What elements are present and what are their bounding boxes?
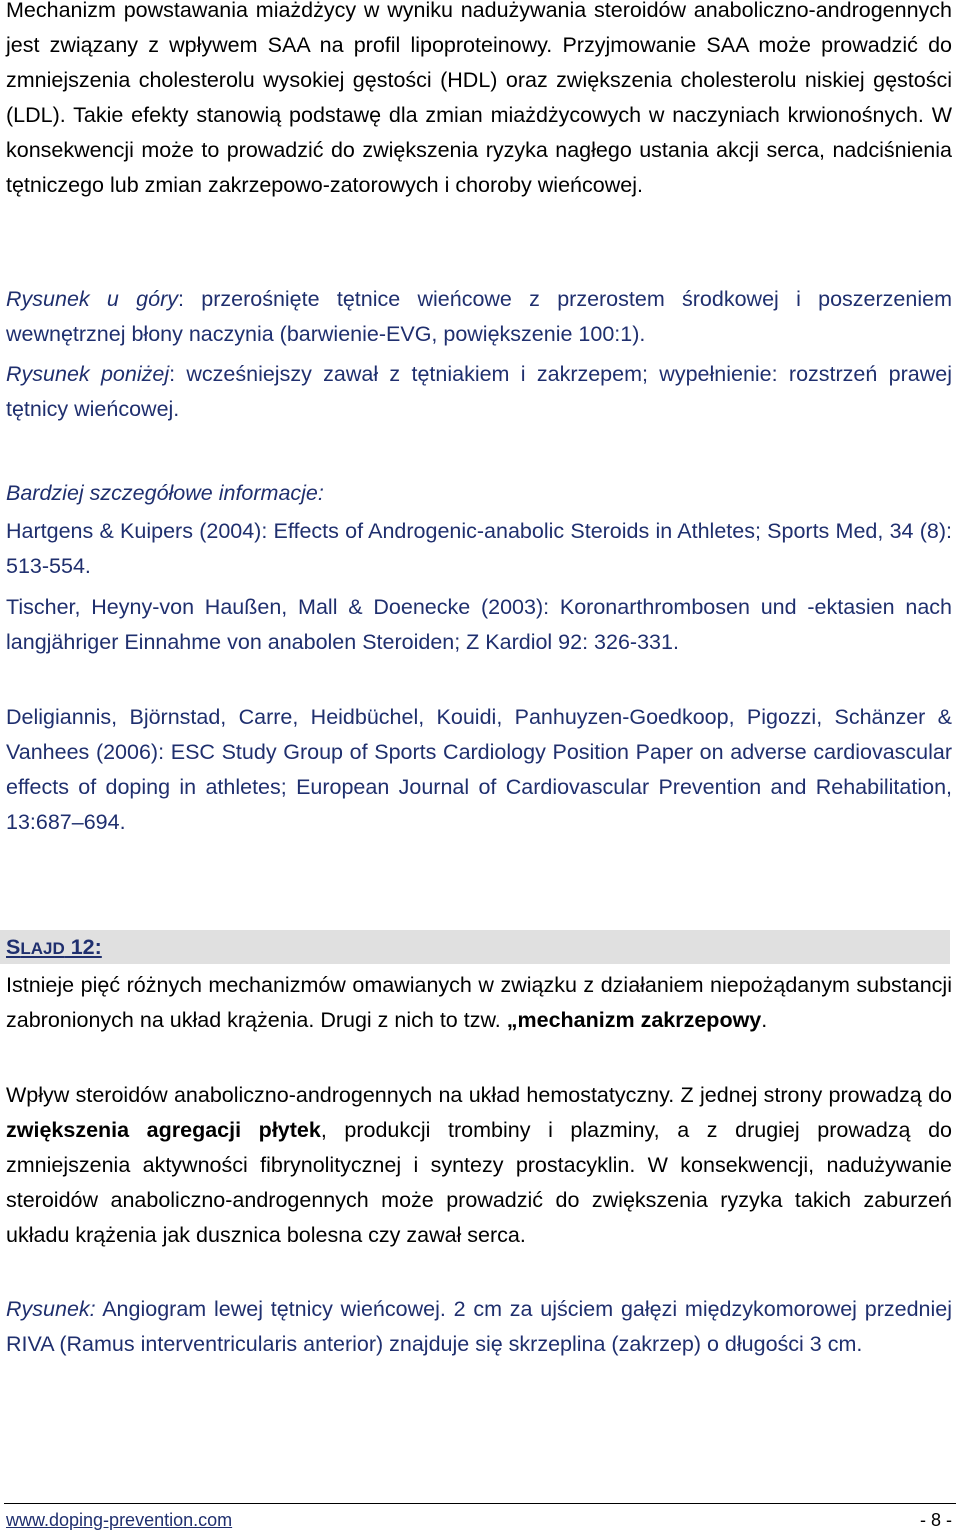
slide-p1-text: Istnieje pięć różnych mechanizmów omawianych w związku z działaniem niepożądanym substancji zabronionych na układ krążenia. Drugi z nich to tzw. (6, 973, 952, 1032)
intro-paragraph: Mechanizm powstawania miażdżycy w wyniku nadużywania steroidów anaboliczno-androgennych jest związany z wpływem SAA na profil lipoproteinowy. Przyjmowanie SAA może prowadzić do zmniejszenia cholesterolu wysokiej gęstości (HDL) oraz zwiększenia cholesterolu niskiej gęstości (LDL). Takie efekty stanowią podstawę dla zmian miażdżycowych w naczyniach krwionośnych. W konsekwencji może to prowadzić do zwiększenia ryzyka nagłego ustania akcji serca, nadciśnienia tętniczego lub zmian zakrzepowo-zatorowych i choroby wieńcowej. (6, 0, 952, 197)
caption-label: Rysunek: (6, 1297, 96, 1321)
reference-item: Tischer, Heyny-von Haußen, Mall & Doenecke (2003): Koronarthrombosen und -ektasien nach langjähriger Einnahme von anabolen Steroiden; Z Kardiol 92: 326-331. (6, 595, 952, 654)
slide-title-number: 12: (64, 935, 102, 959)
caption-text: Angiogram lewej tętnicy wieńcowej. 2 cm za ujściem gałęzi międzykomorowej przedniej RIVA (Ramus interventricularis anterior) znajduje się skrzeplina (zakrzep) o długości 3 cm. (6, 1297, 952, 1356)
slide-heading-bar (0, 930, 950, 964)
slide-title-initial: S (6, 935, 21, 959)
reference-item: Hartgens & Kuipers (2004): Effects of Androgenic-anabolic Steroids in Athletes; Sports Med, 34 (8): 513-554. (6, 519, 952, 578)
slide-p2-text: Wpływ steroidów anaboliczno-androgennych na układ hemostatyczny. Z jednej strony prowadzą do (6, 1083, 952, 1107)
slide-figure-caption (6, 1292, 952, 1362)
caption-text: : wcześniejszy zawał z tętniakiem i zakrzepem; wypełnienie: rozstrzeń prawej tętnicy wieńcowej. (6, 362, 952, 421)
caption-label: Rysunek u góry (6, 287, 178, 311)
slide-paragraph-1 (6, 968, 952, 1038)
footer-divider (4, 1503, 956, 1504)
figure-caption-below (6, 357, 952, 427)
more-info-heading: Bardziej szczegółowe informacje: (6, 481, 324, 505)
caption-label: Rysunek poniżej (6, 362, 170, 386)
figure-caption-top (6, 282, 952, 352)
caption-text: : przerośnięte tętnice wieńcowe z przerostem środkowej i poszerzeniem wewnętrznej błony naczynia (barwienie-EVG, powiększenie 100:1). (6, 287, 952, 346)
page-number: - 8 - (919, 1510, 952, 1530)
slide-p1-bold: „mechanizm zakrzepowy (506, 1008, 762, 1032)
footer-website-link[interactable]: www.doping-prevention.com (6, 1510, 233, 1530)
slide-title-word: LAJD (20, 939, 65, 958)
slide-p2-end: , produkcji trombiny i plazminy, a z drugiej prowadzą do zmniejszenia aktywności fibrynolitycznej i syntezy prostacyklin. W konsekwencji, nadużywanie steroidów anaboliczno-androgennych może prowadzić do zwiększenia ryzyka takich zaburzeń układu krążenia jak dusznica bolesna czy zawał serca. (6, 1118, 952, 1247)
slide-p2-bold: zwiększenia agregacji płytek (6, 1118, 321, 1142)
reference-item: Deligiannis, Björnstad, Carre, Heidbüchel, Kouidi, Panhuyzen-Goedkoop, Pigozzi, Schänzer & Vanhees (2006): ESC Study Group of Sports Cardiology Position Paper on adverse cardiovascular effects of doping in athletes; European Journal of Cardiovascular Prevention and Rehabilitation, 13:687–694. (6, 705, 952, 834)
slide-paragraph-2 (6, 1078, 952, 1253)
slide-p1-end: . (761, 1008, 768, 1032)
slide-title (6, 930, 102, 966)
